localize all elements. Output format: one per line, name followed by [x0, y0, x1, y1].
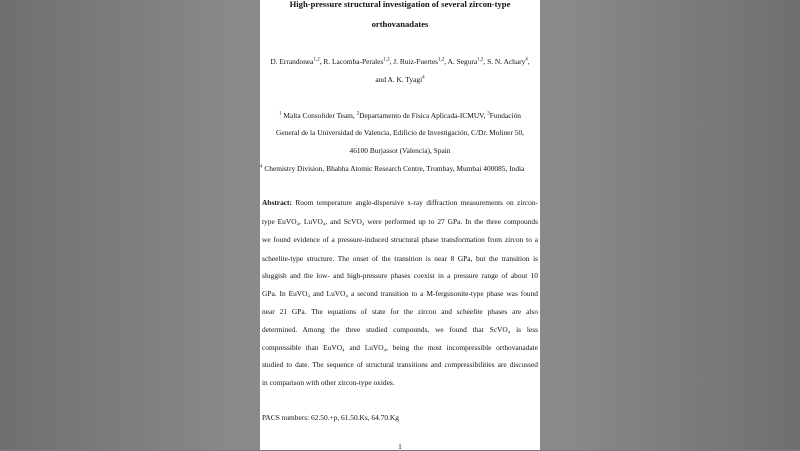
- abstract-line: scheelite-type structure. The onset of the transition is near 8 GPa, but the transition is: [262, 254, 538, 263]
- author-list-line-1: [260, 58, 540, 65]
- paper-title-line-1: High-pressure structural investigation of several zircon-type: [289, 0, 511, 9]
- affil-sup: 4: [260, 164, 263, 170]
- affil-sup: 1: [279, 111, 282, 117]
- abstract-line: in comparison with other zircon-type oxides.: [262, 378, 395, 387]
- affil-text: Chemistry Division, Bhabha Atomic Research Centre, Trombay, Mumbai 400085, India: [262, 164, 525, 173]
- abstract-line: [262, 199, 538, 206]
- affiliation-line-2: General de la Universidad de Valencia, Edificio de Investigación, C/Dr. Moliner 50,: [276, 128, 524, 137]
- abstract-line: studied to date. The sequence of structural transitions and compressibilities are discussed: [262, 360, 538, 369]
- affiliation-line-3: 46100 Burjassot (Valencia), Spain: [349, 146, 451, 155]
- author-name: and A. K. Tyagi: [375, 75, 423, 84]
- author-affil-sup: 4: [525, 57, 528, 63]
- page-number: 1: [398, 442, 402, 451]
- author-name: , A. Segura: [444, 57, 478, 66]
- abstract-line: determined. Among the three studied compounds, we found that ScVO₄ is less: [262, 325, 538, 334]
- abstract-line: type EuVO₄, LuVO₄, and ScVO₄ were performed up to 27 GPa. In the three compounds: [262, 217, 538, 226]
- affil-sup: 3: [487, 111, 490, 117]
- author-affil-sup: 4: [422, 75, 425, 81]
- abstract-line: sluggish and the low- and high-pressure phases coexist in a pressure range of about 10: [262, 271, 538, 280]
- affil-text: Departamento de Física Aplicada-ICMUV,: [359, 111, 488, 120]
- affil-sup: 2: [356, 111, 360, 117]
- abstract-line: compressible than EuVO₄ and LuVO₄, being the most incompressible orthovanadate: [262, 343, 538, 352]
- abstract-line: we found evidence of a pressure-induced structural phase transformation from zircon to a: [262, 235, 538, 244]
- author-name: D. Errandonea: [270, 57, 314, 66]
- document-page: [260, 0, 540, 450]
- author-name: , R. Lacomba-Perales: [319, 57, 384, 66]
- affil-text: Fundación: [489, 111, 521, 120]
- abstract-line: near 21 GPa. The equations of state for the zircon and scheelite phases are also: [262, 307, 538, 316]
- author-affil-sup: 1,2: [383, 57, 390, 63]
- affiliation-line-4: [260, 165, 524, 172]
- abstract-text: Room temperature angle-dispersive x-ray diffraction measurements on zircon-: [291, 198, 538, 207]
- author-name: , S. N. Achary: [483, 57, 526, 66]
- author-affil-sup: 1,2: [438, 57, 445, 63]
- affiliation-line-1: [260, 112, 540, 119]
- author-separator: ,: [527, 57, 530, 66]
- author-affil-sup: 1,2: [477, 57, 484, 63]
- paper-title-line-2: orthovanadates: [371, 19, 429, 29]
- author-list-line-2: [260, 76, 540, 83]
- author-affil-sup: 1,2: [313, 57, 320, 63]
- pacs-numbers: PACS numbers: 62.50.+p, 61.50.Ks, 64.70.Kg: [262, 413, 399, 422]
- abstract-line: GPa. In EuVO₄ and LuVO₄ a second transition to a M-fergusonite-type phase was found: [262, 289, 538, 298]
- author-name: , J. Ruiz-Fuertes: [389, 57, 439, 66]
- affil-text: Malta Consolider Team,: [281, 111, 357, 120]
- abstract-label: Abstract:: [262, 198, 292, 207]
